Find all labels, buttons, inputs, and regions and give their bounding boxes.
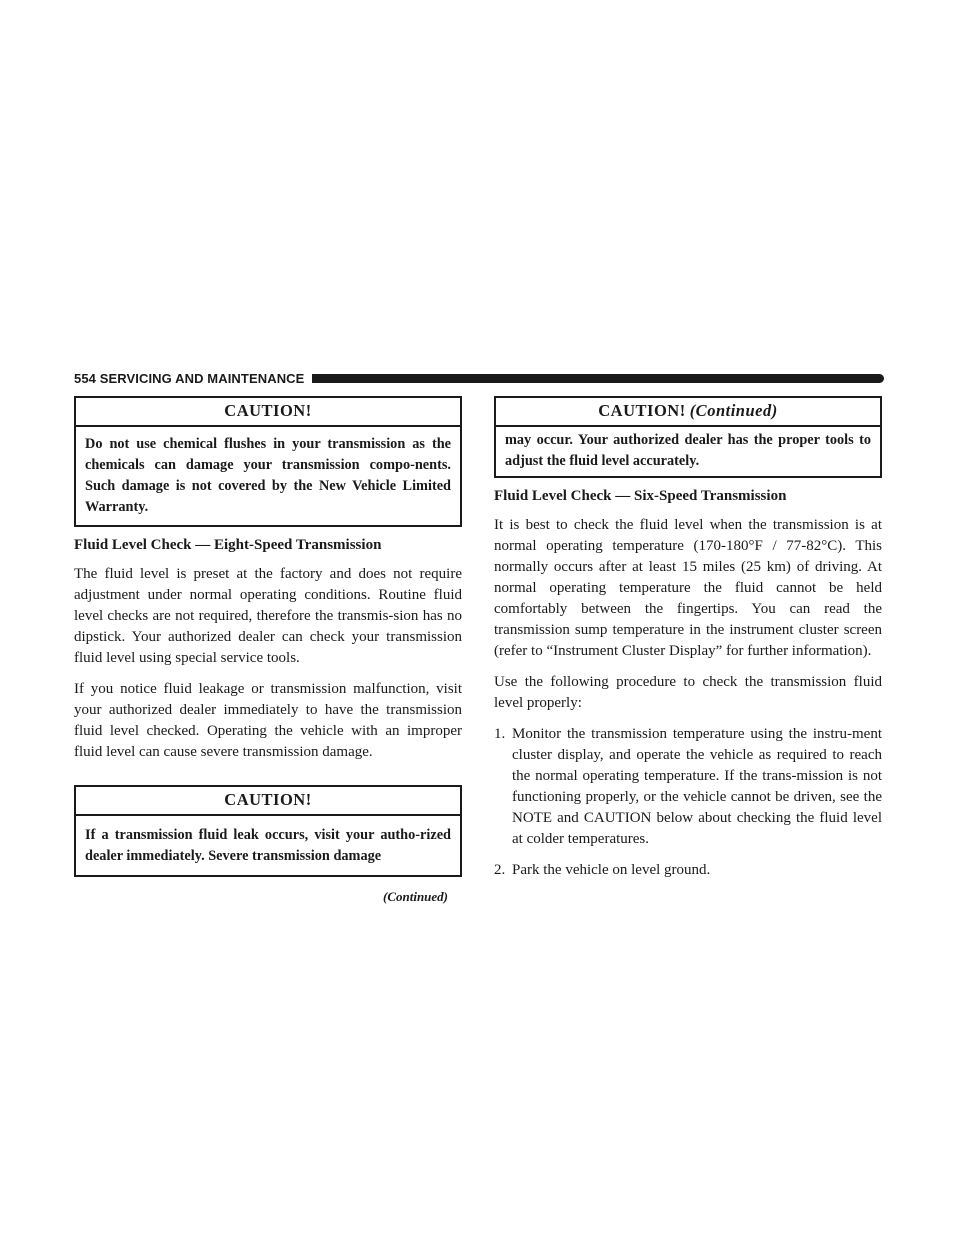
right-column: [494, 396, 882, 881]
section-heading-six-speed: Fluid Level Check — Six-Speed Transmission: [494, 488, 787, 504]
continued-label: (Continued): [382, 889, 448, 904]
caution-body: If a transmission fluid leak occurs, visit your autho-rized dealer immediately. Severe transmission damage: [85, 827, 451, 864]
left-column: [74, 396, 462, 905]
list-text: Park the vehicle on level ground.: [512, 862, 711, 878]
list-number: 1.: [494, 726, 506, 742]
paragraph-fluid-leakage: If you notice fluid leakage or transmission malfunction, visit your authorized dealer immediately to have the transmission fluid level checked. Operating the vehicle with an improper fluid level can cause severe transmission damage.: [74, 681, 462, 760]
caution-body: Do not use chemical flushes in your transmission as the chemicals can damage your transmission compo-nents. Such damage is not covered by the New Vehicle Limited Warranty.: [85, 436, 451, 515]
caution-title-continued: [496, 398, 880, 427]
paragraph-check-temperature: It is best to check the fluid level when the transmission is at normal operating temperature (170-180°F / 77-82°C). This normally occurs after at least 15 miles (25 km) of driving. At normal operating temperature the fluid cannot be held comfortably between the fingertips. You can read the transmission sump temperature in the instrument cluster screen (refer to “Instrument Cluster Display” for further information).: [494, 517, 882, 659]
header-bar: [312, 374, 884, 383]
list-item: [494, 860, 882, 881]
section-heading-eight-speed: Fluid Level Check — Eight-Speed Transmission: [74, 537, 382, 553]
caution-box-continued: [494, 396, 882, 478]
page-header-text: 554 SERVICING AND MAINTENANCE: [74, 370, 305, 386]
caution-box-chemical-flushes: [74, 396, 462, 527]
caution-box-fluid-leak: [74, 785, 462, 877]
list-item: [494, 724, 882, 850]
list-text: Monitor the transmission temperature using the instru-ment cluster display, and operate the vehicle as required to reach the normal operating temperature. If the trans-mission is not functioning properly, or the vehicle cannot be driven, see the NOTE and CAUTION below about checking the fluid level at colder temperatures.: [512, 726, 882, 847]
paragraph-procedure-intro: Use the following procedure to check the transmission fluid level properly:: [494, 674, 882, 711]
list-number: 2.: [494, 862, 506, 878]
caution-title: CAUTION!: [76, 398, 460, 427]
caution-title: CAUTION!: [76, 787, 460, 816]
caution-title-text: CAUTION!: [598, 401, 686, 420]
page-header: [74, 370, 884, 386]
caution-title-suffix: (Continued): [689, 401, 778, 420]
paragraph-fluid-preset: The fluid level is preset at the factory and does not require adjustment under normal operating conditions. Routine fluid level checks are not required, therefore the transmis-sion has no dipstick. Your authorized dealer can check your transmission fluid level using special service tools.: [74, 566, 462, 666]
caution-body: may occur. Your authorized dealer has the proper tools to adjust the fluid level accurately.: [505, 432, 871, 469]
